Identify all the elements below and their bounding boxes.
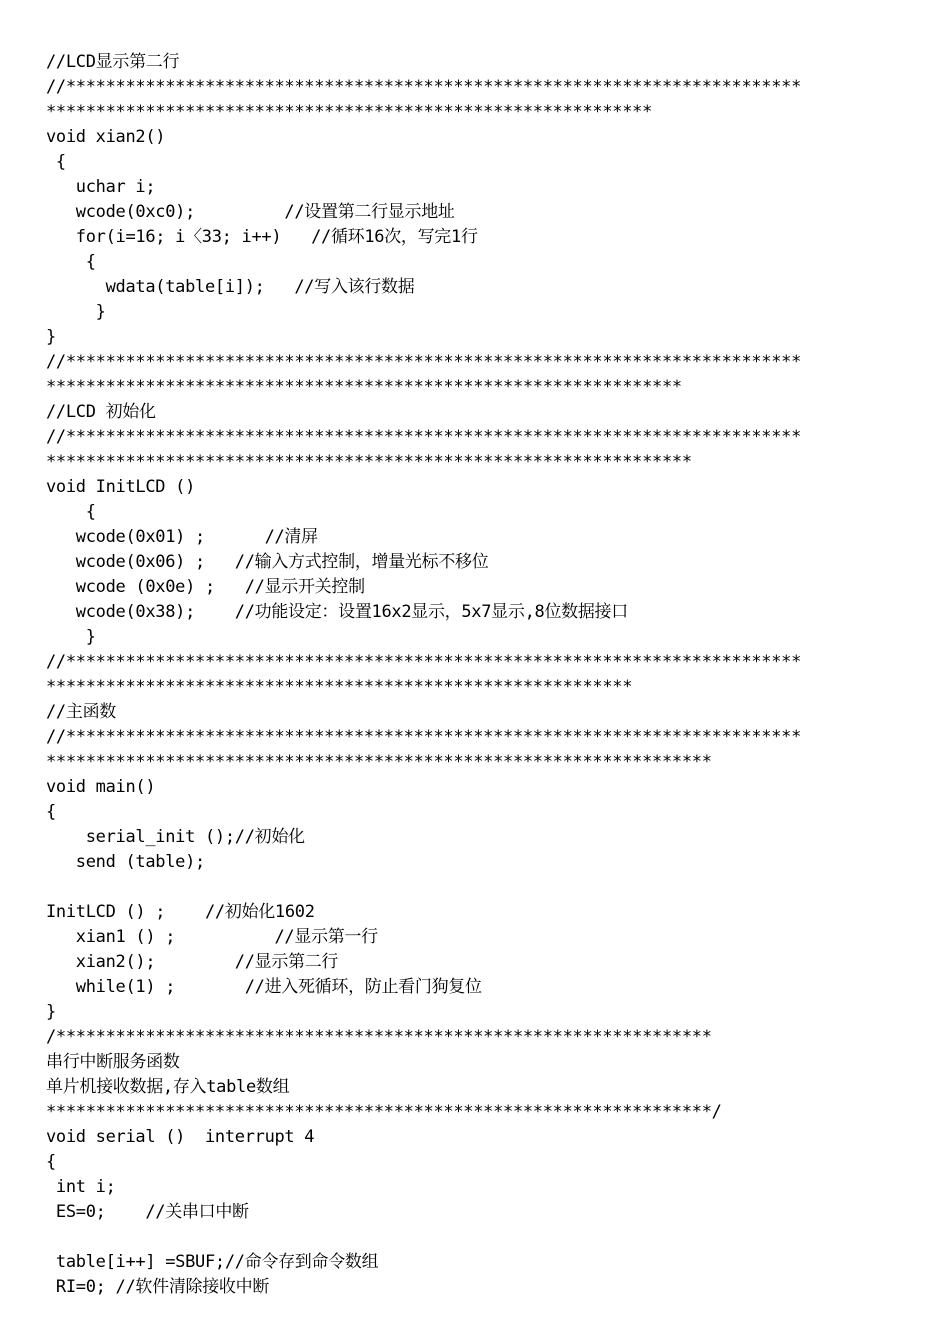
code-line: {: [46, 1152, 56, 1172]
code-line: xian2(); //显示第二行: [46, 952, 339, 972]
code-line: void InitLCD (): [46, 477, 196, 497]
code-line: 串行中断服务函数: [46, 1052, 180, 1072]
code-line: InitLCD () ; //初始化1602: [46, 902, 315, 922]
separator-line: ***********************************************************: [46, 677, 633, 697]
separator-line: //**************************************************************************: [46, 77, 802, 97]
code-line: wcode(0x06) ; //输入方式控制，增量光标不移位: [46, 552, 489, 572]
code-line: wcode(0x01) ; //清屏: [46, 527, 318, 547]
code-line: table[i++] =SBUF;//命令存到命令数组: [46, 1252, 379, 1272]
code-line: serial_init ();//初始化: [46, 827, 305, 847]
separator-line: ****************************************************************: [46, 377, 682, 397]
code-line: wcode(0xc0); //设置第二行显示地址: [46, 202, 455, 222]
separator-line: //**************************************************************************: [46, 652, 802, 672]
separator-line: *******************************************************************: [46, 752, 712, 772]
code-line: void serial () interrupt 4: [46, 1127, 315, 1147]
code-line: }: [46, 1002, 56, 1022]
code-line: int i;: [46, 1177, 116, 1197]
code-line: {: [46, 152, 66, 172]
separator-line: //**************************************************************************: [46, 427, 802, 447]
code-line: wcode(0x38); //功能设定：设置16x2显示，5x7显示,8位数据接口: [46, 602, 628, 622]
code-line: send (table);: [46, 852, 205, 872]
code-line: {: [46, 252, 96, 272]
separator-line: //**************************************************************************: [46, 352, 802, 372]
code-line: uchar i;: [46, 177, 156, 197]
code-line: {: [46, 502, 96, 522]
code-line: }: [46, 627, 96, 647]
separator-line: *************************************************************: [46, 102, 653, 122]
code-line: 单片机接收数据,存入table数组: [46, 1077, 290, 1097]
code-line: while(1) ; //进入死循环，防止看门狗复位: [46, 977, 482, 997]
code-line: }: [46, 302, 106, 322]
separator-line: *****************************************************************: [46, 452, 692, 472]
code-line: //LCD显示第二行: [46, 52, 180, 72]
code-line: wdata(table[i]); //写入该行数据: [46, 277, 415, 297]
code-line: xian1 () ; //显示第一行: [46, 927, 378, 947]
code-line: //LCD 初始化: [46, 402, 156, 422]
separator-line: //**************************************************************************: [46, 727, 802, 747]
code-line: void main(): [46, 777, 156, 797]
separator-line: *******************************************************************/: [46, 1102, 722, 1122]
code-line: wcode (0x0e) ; //显示开关控制: [46, 577, 365, 597]
code-line: //主函数: [46, 702, 116, 722]
code-line: {: [46, 802, 56, 822]
separator-line: /******************************************************************: [46, 1027, 712, 1047]
code-line: for(i=16; i〈33; i++) //循环16次，写完1行: [46, 227, 478, 247]
code-line: ES=0; //关串口中断: [46, 1202, 249, 1222]
code-line: RI=0; //软件清除接收中断: [46, 1277, 270, 1297]
code-line: void xian2(): [46, 127, 166, 147]
code-line: }: [46, 327, 56, 347]
